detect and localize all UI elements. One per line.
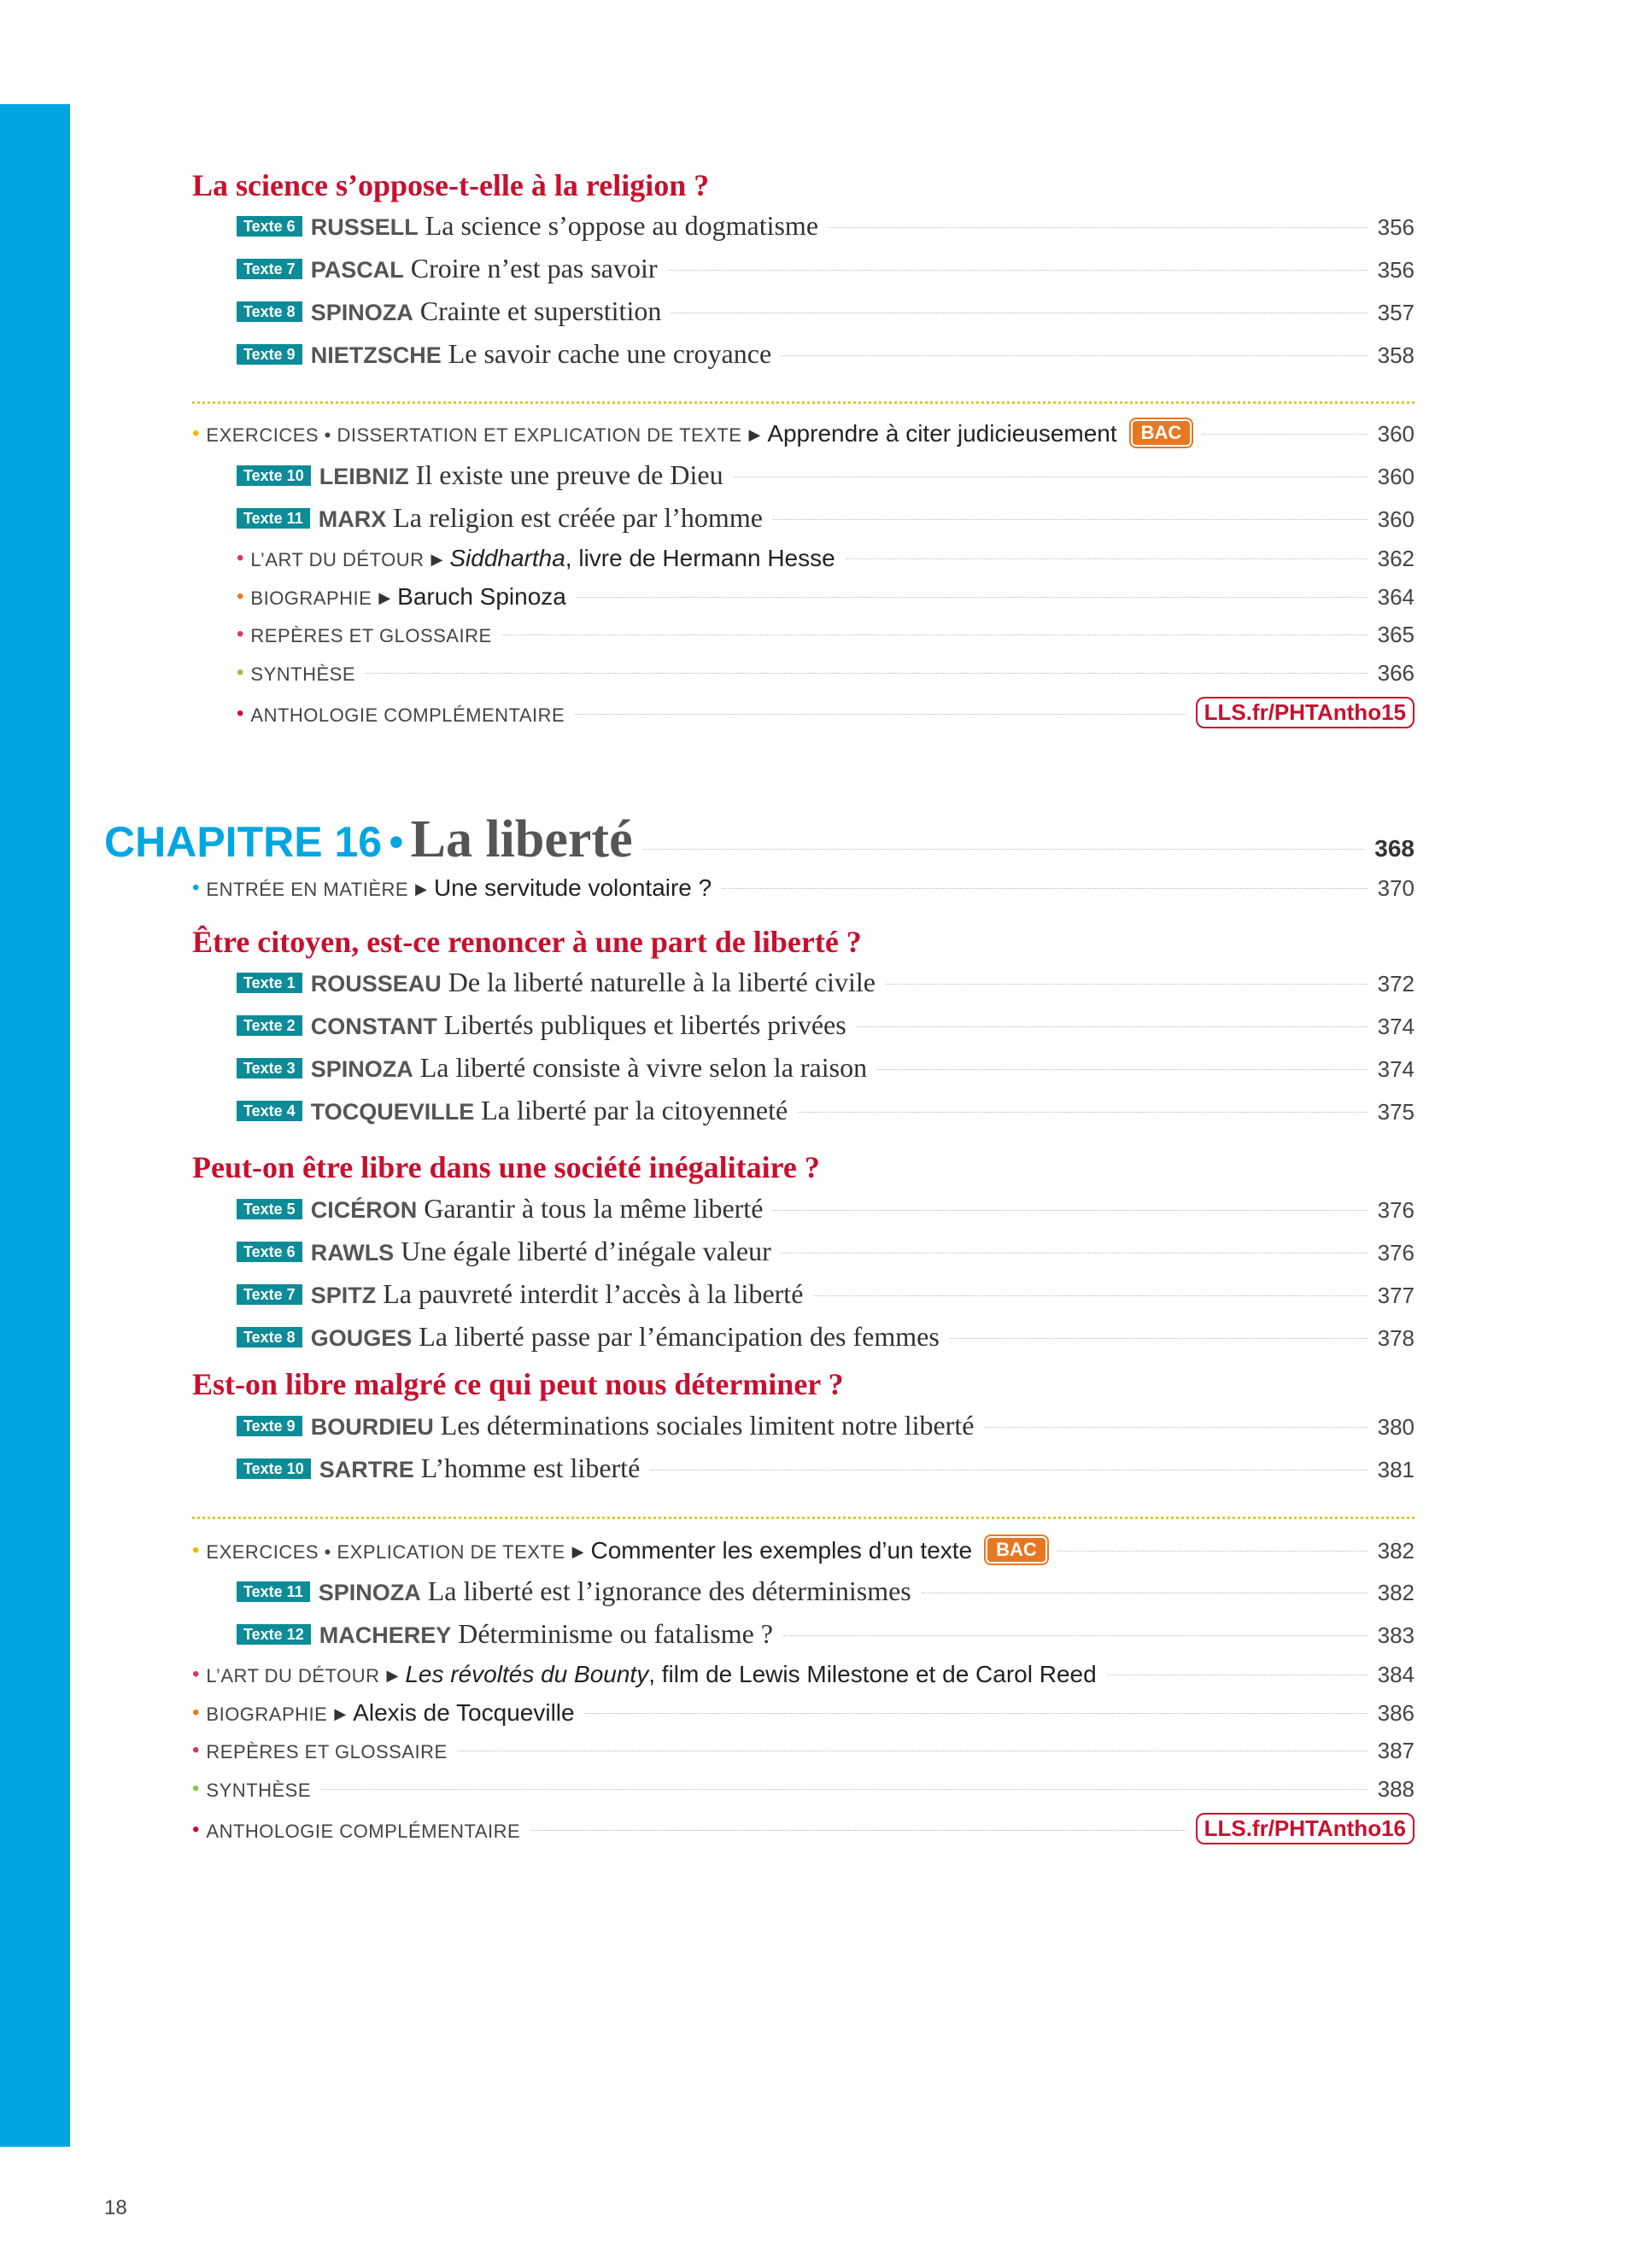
dot-leader — [782, 355, 1367, 356]
texte-badge: Texte 2 — [237, 1015, 302, 1036]
entry-category: REPÈRES ET GLOSSAIRE — [250, 625, 492, 646]
entry-category: L’ART DU DÉTOUR — [250, 549, 425, 570]
anthologie-link[interactable]: LLS.fr/PHTAntho16 — [1196, 1813, 1414, 1844]
entry-page: 376 — [1377, 1240, 1414, 1266]
chapter-bullet: • — [389, 818, 404, 866]
entry-title: Libertés publiques et libertés privées — [443, 1009, 846, 1040]
toc-entry-art[interactable] — [192, 1661, 1414, 1704]
entry-page: 365 — [1377, 622, 1414, 647]
toc-entry[interactable] — [237, 1575, 1414, 1618]
entry-author: NIETZSCHE — [310, 342, 442, 368]
toc-entry-reperes[interactable] — [192, 1738, 1414, 1780]
entry-title: La liberté passe par l’émancipation des femmes — [419, 1321, 940, 1352]
entry-page: 366 — [1377, 660, 1414, 686]
texte-badge: Texte 8 — [237, 301, 302, 322]
entry-author: RUSSELL — [310, 214, 419, 240]
entry-author: GOUGES — [310, 1325, 413, 1351]
entry-title: Croire n’est pas savoir — [410, 253, 658, 284]
dotted-separator — [192, 401, 1414, 404]
dot-leader — [877, 1069, 1368, 1070]
entry-title — [449, 545, 835, 572]
entry-page: 356 — [1377, 257, 1414, 283]
triangle-right-icon: ▶ — [748, 426, 761, 443]
entry-title: Il existe une preuve de Dieu — [415, 459, 723, 490]
entry-page: 372 — [1377, 971, 1414, 997]
entry-title: Alexis de Tocqueville — [353, 1699, 575, 1726]
entry-category: BIOGRAPHIE — [206, 1704, 328, 1725]
bullet-icon: • — [237, 661, 244, 684]
dot-leader — [846, 558, 1368, 559]
entry-page: 383 — [1377, 1622, 1414, 1648]
dot-leader — [857, 1026, 1368, 1027]
dot-leader — [950, 1338, 1368, 1339]
toc-entry-exercices[interactable] — [192, 1537, 1414, 1580]
toc-entry[interactable] — [237, 1453, 1414, 1495]
entry-title — [405, 1661, 1096, 1688]
entry-author: SARTRE — [319, 1457, 414, 1482]
section-title: Est-on libre malgré ce qui peut nous déterminer ? — [192, 1367, 844, 1401]
entry-category: ANTHOLOGIE COMPLÉMENTAIRE — [206, 1821, 521, 1842]
dot-leader — [575, 714, 1185, 715]
dotted-separator — [192, 1517, 1414, 1519]
entry-title: Baruch Spinoza — [397, 583, 566, 610]
entry-page: 358 — [1377, 342, 1414, 368]
toc-entry[interactable] — [237, 1052, 1414, 1095]
toc-entry-anthologie[interactable] — [237, 699, 1414, 741]
dot-leader — [813, 1295, 1367, 1296]
section-title: Peut-on être libre dans une société inégalitaire ? — [192, 1150, 820, 1184]
toc-entry[interactable] — [237, 1618, 1414, 1661]
toc-entry[interactable] — [237, 1095, 1414, 1137]
texte-badge: Texte 6 — [237, 216, 302, 237]
entry-title: La science s’oppose au dogmatisme — [425, 210, 819, 241]
bullet-icon: • — [237, 623, 244, 646]
texte-badge: Texte 5 — [237, 1199, 302, 1219]
chapter-title: La liberté — [410, 810, 633, 868]
triangle-right-icon: ▶ — [571, 1543, 584, 1560]
entry-page: 364 — [1377, 584, 1414, 610]
entry-title: L’homme est liberté — [420, 1453, 641, 1483]
texte-badge: Texte 6 — [237, 1242, 302, 1262]
entry-page: 378 — [1377, 1325, 1414, 1351]
toc-entry[interactable] — [237, 502, 1414, 545]
texte-badge: Texte 11 — [237, 1581, 310, 1602]
dot-leader — [1057, 1551, 1368, 1552]
entry-title: La liberté est l’ignorance des déterminismes — [427, 1575, 911, 1606]
page-number: 18 — [104, 2196, 127, 2219]
entry-title: Les déterminations sociales limitent notre liberté — [440, 1410, 975, 1441]
texte-badge: Texte 12 — [237, 1624, 311, 1645]
anthologie-link[interactable]: LLS.fr/PHTAntho15 — [1196, 697, 1414, 728]
entry-page: 360 — [1377, 421, 1414, 447]
entry-page: 357 — [1377, 300, 1414, 325]
entry-title: Le savoir cache une croyance — [448, 338, 772, 369]
bullet-icon: • — [192, 1663, 200, 1686]
entry-author: CONSTANT — [310, 1014, 437, 1039]
entry-page: 381 — [1377, 1457, 1414, 1482]
triangle-right-icon: ▶ — [378, 589, 391, 606]
entry-page: 380 — [1377, 1414, 1414, 1440]
dot-leader — [530, 1830, 1185, 1831]
dot-leader — [782, 1253, 1368, 1254]
entry-author: MARX — [318, 506, 387, 532]
entry-author: TOCQUEVILLE — [310, 1099, 475, 1125]
entry-author: MACHEREY — [319, 1622, 452, 1648]
texte-badge: Texte 7 — [237, 1284, 302, 1305]
entry-page: 374 — [1377, 1014, 1414, 1039]
entry-author: SPITZ — [310, 1283, 377, 1308]
texte-badge: Texte 4 — [237, 1101, 302, 1121]
dot-leader — [643, 849, 1365, 850]
entry-page: 362 — [1377, 546, 1414, 571]
entry-category: SYNTHÈSE — [206, 1780, 311, 1801]
entry-author: ROUSSEAU — [310, 971, 442, 997]
entry-category: EXERCICES • EXPLICATION DE TEXTE — [206, 1541, 565, 1563]
bullet-icon: • — [237, 702, 244, 725]
entry-page: 388 — [1377, 1776, 1414, 1802]
dot-leader — [577, 597, 1368, 598]
entry-title: Crainte et superstition — [419, 295, 662, 326]
toc-entry[interactable] — [237, 295, 1414, 338]
entry-page: 387 — [1377, 1738, 1414, 1763]
bullet-icon: • — [237, 547, 244, 570]
dot-leader — [722, 888, 1367, 889]
dot-leader — [783, 1635, 1368, 1636]
triangle-right-icon: ▶ — [415, 880, 427, 897]
entry-title: La pauvreté interdit l’accès à la liberté — [383, 1278, 804, 1309]
texte-badge: Texte 10 — [237, 465, 311, 486]
section-title: Être citoyen, est-ce renoncer à une part de liberté ? — [192, 925, 862, 959]
entry-author: BOURDIEU — [310, 1414, 434, 1440]
bullet-icon: • — [192, 422, 200, 445]
entry-author: CICÉRON — [310, 1197, 418, 1223]
bullet-icon: • — [192, 876, 200, 899]
dot-leader — [984, 1427, 1367, 1428]
entry-title: La religion est créée par l’homme — [393, 502, 763, 533]
bac-badge: BAC — [986, 1536, 1047, 1564]
toc-entry[interactable] — [237, 210, 1414, 253]
triangle-right-icon: ▶ — [386, 1667, 399, 1684]
toc-entry[interactable] — [237, 338, 1414, 381]
entry-title-italic: Siddhartha — [449, 545, 565, 571]
entry-category: BIOGRAPHIE — [250, 587, 372, 609]
texte-badge: Texte 11 — [237, 508, 310, 529]
dot-leader — [502, 634, 1368, 635]
toc-entry[interactable] — [237, 1410, 1414, 1453]
entry-page: 376 — [1377, 1197, 1414, 1223]
dot-leader — [321, 1789, 1368, 1790]
entry-title: Commenter les exemples d’un texte — [590, 1537, 973, 1564]
entry-title: Apprendre à citer judicieusement — [767, 420, 1117, 447]
entry-page: 386 — [1377, 1700, 1414, 1726]
triangle-right-icon: ▶ — [430, 551, 443, 568]
entry-category: EXERCICES • DISSERTATION ET EXPLICATION DE TEXTE — [206, 424, 742, 446]
chapter-page: 368 — [1374, 835, 1414, 862]
dot-leader — [585, 1713, 1368, 1714]
texte-badge: Texte 9 — [237, 344, 302, 365]
dot-leader — [773, 519, 1368, 520]
texte-badge: Texte 7 — [237, 259, 302, 279]
dot-leader — [829, 227, 1368, 228]
entry-category: ANTHOLOGIE COMPLÉMENTAIRE — [250, 704, 565, 726]
entry-page: 374 — [1377, 1056, 1414, 1082]
entry-category: ENTRÉE EN MATIÈRE — [206, 879, 409, 900]
texte-badge: Texte 1 — [237, 973, 302, 993]
entry-page: 377 — [1377, 1283, 1414, 1308]
bullet-icon: • — [192, 1701, 200, 1724]
entry-title-rest: , film de Lewis Milestone et de Carol Reed — [648, 1661, 1097, 1687]
entry-author: PASCAL — [310, 257, 404, 283]
toc-entry[interactable] — [237, 1278, 1414, 1321]
entry-category: SYNTHÈSE — [250, 663, 355, 685]
entry-page: 382 — [1377, 1580, 1414, 1605]
entry-title: De la liberté naturelle à la liberté civile — [448, 967, 876, 997]
entry-page: 356 — [1377, 214, 1414, 240]
bullet-icon: • — [192, 1739, 200, 1762]
dot-leader — [734, 476, 1368, 477]
toc-entry-exercices[interactable] — [192, 420, 1414, 463]
chapter-label: CHAPITRE 16 — [104, 818, 383, 866]
toc-entry[interactable] — [237, 1236, 1414, 1278]
entry-author: SPINOZA — [318, 1580, 421, 1605]
entry-author: SPINOZA — [310, 300, 413, 325]
dot-leader — [668, 270, 1368, 271]
toc-entry[interactable] — [237, 1321, 1414, 1364]
dot-leader — [1202, 434, 1367, 435]
bullet-icon: • — [237, 585, 244, 608]
entry-category: REPÈRES ET GLOSSAIRE — [206, 1741, 448, 1762]
entry-page: 360 — [1377, 506, 1414, 532]
bullet-icon: • — [192, 1777, 200, 1800]
texte-badge: Texte 8 — [237, 1327, 302, 1347]
entry-title: Une égale liberté d’inégale valeur — [401, 1236, 771, 1266]
chapter-heading[interactable] — [104, 810, 1414, 869]
toc-entry[interactable] — [237, 967, 1414, 1009]
dot-leader — [798, 1112, 1367, 1113]
entry-title: La liberté consiste à vivre selon la raison — [419, 1052, 868, 1083]
entry-category: L’ART DU DÉTOUR — [206, 1665, 380, 1686]
bullet-icon: • — [192, 1539, 200, 1562]
entry-title: La liberté par la citoyenneté — [481, 1095, 788, 1125]
dot-leader — [773, 1210, 1367, 1211]
toc-entry[interactable] — [237, 1193, 1414, 1236]
texte-badge: Texte 10 — [237, 1458, 311, 1479]
entry-title: Garantir à tous la même liberté — [424, 1193, 764, 1224]
entry-page: 370 — [1377, 875, 1414, 901]
entry-title: Déterminisme ou fatalisme ? — [458, 1618, 773, 1649]
texte-badge: Texte 3 — [237, 1058, 302, 1078]
toc-entry-bio[interactable] — [237, 583, 1414, 626]
bac-badge: BAC — [1131, 419, 1192, 447]
entry-title: Une servitude volontaire ? — [433, 874, 712, 901]
toc-entry[interactable] — [237, 1009, 1414, 1052]
toc-entry-reperes[interactable] — [237, 622, 1414, 664]
toc-entry-art[interactable] — [237, 545, 1414, 587]
entry-page: 360 — [1377, 464, 1414, 489]
bullet-icon: • — [192, 1818, 200, 1841]
entry-author: SPINOZA — [310, 1056, 413, 1082]
toc-entry[interactable] — [237, 253, 1414, 295]
toc-entry-anthologie[interactable] — [192, 1815, 1414, 1857]
entry-title-rest: , livre de Hermann Hesse — [565, 545, 835, 571]
dot-leader — [366, 673, 1368, 674]
entry-page: 375 — [1377, 1099, 1414, 1125]
texte-badge: Texte 9 — [237, 1416, 302, 1436]
section-title: La science s’oppose-t-elle à la religion ? — [192, 168, 710, 202]
entry-page: 384 — [1377, 1662, 1414, 1687]
toc-entry-bio[interactable] — [192, 1699, 1414, 1742]
toc-entry-entree[interactable] — [192, 874, 1414, 917]
entry-title-italic: Les révoltés du Bounty — [405, 1661, 649, 1687]
toc-entry[interactable] — [237, 459, 1414, 502]
dot-leader — [886, 984, 1368, 985]
entry-page: 382 — [1377, 1538, 1414, 1564]
entry-author: LEIBNIZ — [319, 464, 409, 489]
entry-author: RAWLS — [310, 1240, 395, 1266]
triangle-right-icon: ▶ — [334, 1705, 347, 1722]
